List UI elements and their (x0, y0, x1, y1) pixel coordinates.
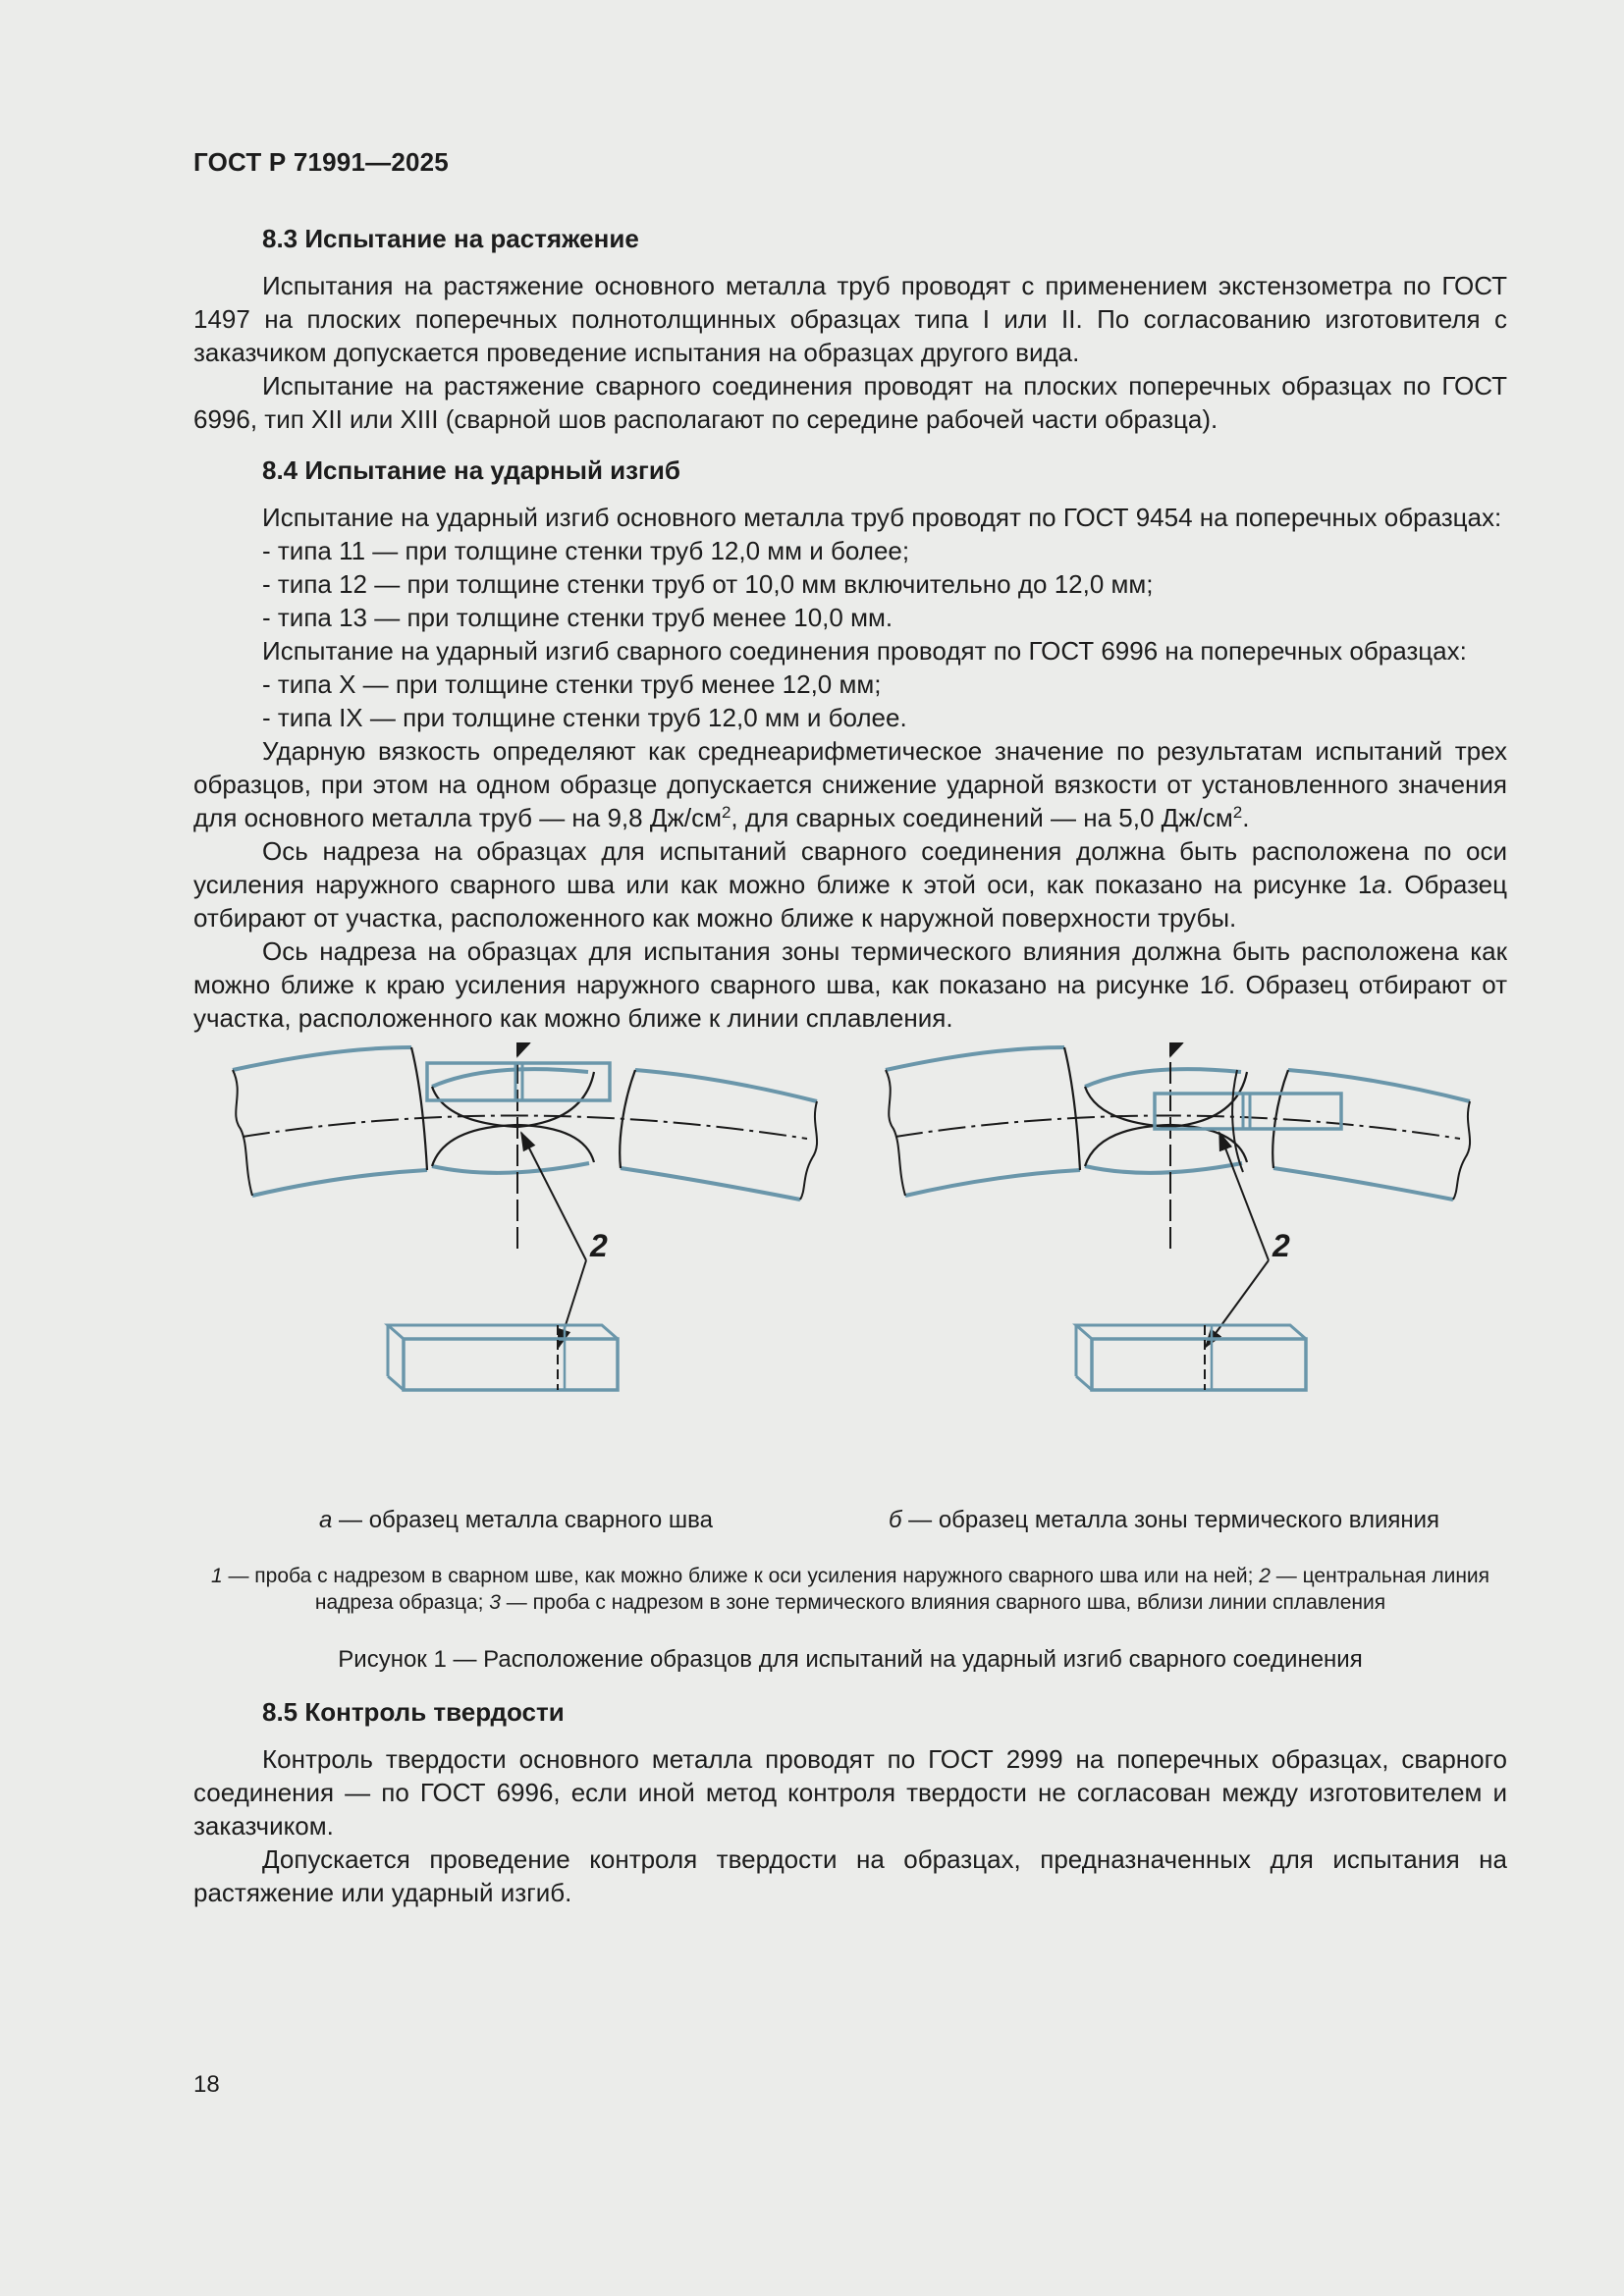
weld-drawing-b (886, 1042, 1470, 1390)
document-code-header: ГОСТ Р 71991—2025 (193, 147, 449, 177)
weld-drawing-a (233, 1042, 817, 1390)
section-8-3-paragraph-1: Испытания на растяжение основного металла труб проводят с применением экстензометра по ГОСТ 1497 на плоских поперечных полнотолщинных образцах типа I или II. По согласованию изготовителя с заказчиком допускается проведение испытания на образцах другого вида. (193, 271, 1507, 367)
list-item: - типа X — при толщине стенки труб менее 12,0 мм; (262, 669, 882, 699)
page-number: 18 (193, 2071, 220, 2098)
figure-1 (193, 1042, 1507, 1695)
section-8-5-paragraph-1: Контроль твердости основного металла проводят по ГОСТ 2999 на поперечных образцах, сварного соединения — по ГОСТ 6996, если иной метод контроля твердости не согласован между изготовителем и заказчиком. (193, 1744, 1507, 1841)
section-8-3-paragraph-2: Испытание на растяжение сварного соединения проводят на плоских поперечных образцах по ГОСТ 6996, тип XII или XIII (сварной шов располагают по середине рабочей части образца). (193, 371, 1507, 434)
caption-b: б — образец металла зоны термического влияния (889, 1507, 1440, 1533)
section-8-3-title: 8.3 Испытание на растяжение (262, 224, 639, 253)
list-item: - типа 13 — при толщине стенки труб менее 10,0 мм. (262, 603, 893, 632)
figure-title: Рисунок 1 — Расположение образцов для испытаний на ударный изгиб сварного соединения (338, 1646, 1363, 1673)
section-8-4-paragraph-4: Ось надреза на образцах для испытаний сварного соединения должна быть расположена по оси усиления наружного сварного шва или как можно ближе к этой оси, как показано на рисунке 1а. Образец отбирают от участка, расположенного как можно ближе к наружной поверхности трубы. (193, 836, 1508, 933)
section-8-5-paragraph-2: Допускается проведение контроля твердости на образцах, предназначенных для испытания на растяжение или ударный изгиб. (193, 1844, 1507, 1907)
list-item: - типа 11 — при толщине стенки труб 12,0 мм и более; (262, 536, 910, 565)
section-8-4-paragraph-1: Испытание на ударный изгиб основного металла труб проводят по ГОСТ 9454 на поперечных образцах: (262, 503, 1502, 532)
section-8-4-paragraph-2: Испытание на ударный изгиб сварного соединения проводят по ГОСТ 6996 на поперечных образцах: (262, 636, 1467, 666)
figure-1-drawing (193, 1042, 1507, 1504)
section-8-4-title: 8.4 Испытание на ударный изгиб (262, 455, 680, 485)
section-8-4-paragraph-3: Ударную вязкость определяют как среднеарифметическое значение по результатам испытаний трех образцов, при этом на одном образце допускается снижение ударной вязкости от установленного значения для основного металла труб — на 9,8 $Дж/см^2$, для сварных соединений — на 5,0 $Дж/см^2$. (193, 736, 1507, 832)
section-8-4-paragraph-5: Ось надреза на образцах для испытания зоны термического влияния должна быть расположена как можно ближе к краю усиления наружного сварного шва, как показано на рисунке 1б. Образец отбирают от участка, расположенного как можно ближе к линии сплавления. (193, 936, 1507, 1033)
label-2: 2 (590, 1228, 608, 1263)
page-content (193, 222, 1507, 1909)
caption-a: а — образец металла сварного шва (319, 1507, 713, 1533)
list-item: - типа IX — при толщине стенки труб 12,0 мм и более. (262, 703, 907, 732)
section-8-5-title: 8.5 Контроль твердости (262, 1697, 565, 1727)
label-2: 2 (1272, 1228, 1290, 1263)
figure-legend: 1 — проба с надрезом в сварном шве, как можно ближе к оси усиления наружного сварного шва или на ней; 2 — центральная линия надреза образца; 3 — проба с надрезом в зоне термического влияния сварного шва, вблизи линии сплавления (210, 1565, 1490, 1614)
list-item: - типа 12 — при толщине стенки труб от 10,0 мм включительно до 12,0 мм; (262, 569, 1154, 599)
